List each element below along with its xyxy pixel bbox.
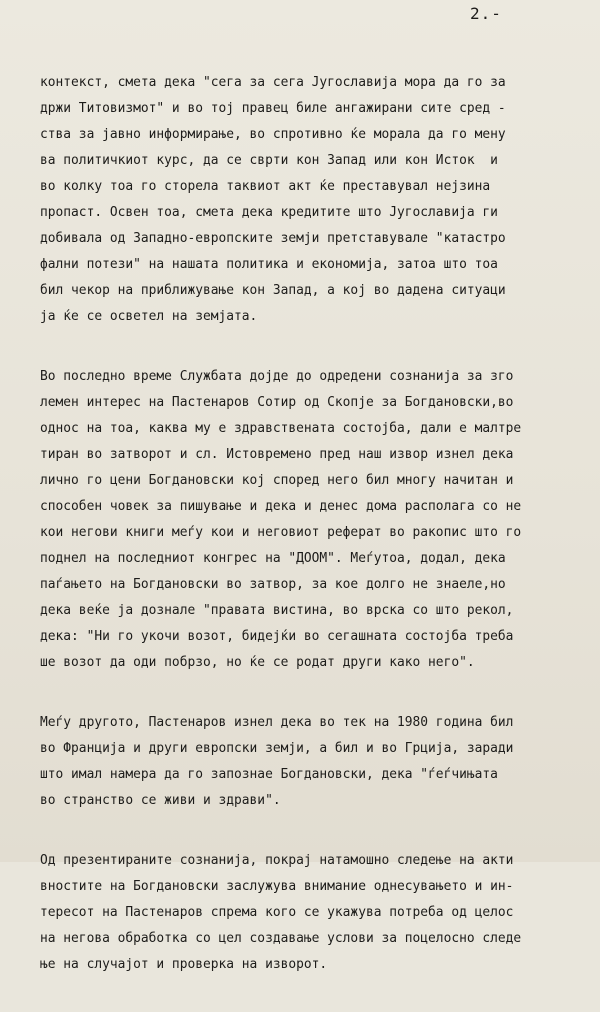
text-line: Од презентираните сознанија, покрај натамошно следење на акти (40, 853, 514, 868)
text-line: дека веќе ја дознале "правата вистина, во врска со што рекол, (40, 603, 514, 618)
text-line: паѓањето на Богдановски во затвор, за кое долго не знаеле,но (40, 577, 506, 592)
text-line: лично го цени Богдановски кој според него бил многу начитан и (40, 473, 514, 488)
paragraph-2 (40, 364, 588, 676)
text-line: во странство се живи и здрави". (40, 793, 281, 808)
paragraph-4 (40, 848, 588, 978)
paragraph-3 (40, 710, 588, 814)
text-line: способен човек за пишување и дека и денес дома располага со не (40, 499, 522, 514)
text-line: тиран во затворот и сл. Истовремено пред наш извор изнел дека (40, 447, 514, 462)
text-line: лемен интерес на Пастенаров Сотир од Скопје за Богдановски,во (40, 395, 514, 410)
page-number: 2.- (470, 4, 502, 23)
text-line: Меѓу другото, Пастенаров изнел дека во тек на 1980 година бил (40, 715, 514, 730)
text-line: ше возот да оди побрзо, но ќе се родат други како него". (40, 655, 475, 670)
text-line: тересот на Пастенаров спрема кого се укажува потреба од целос (40, 905, 514, 920)
text-line: поднел на последниот конгрес на "ДООМ". Меѓутоа, додал, дека (40, 551, 506, 566)
paragraph-1 (40, 70, 588, 330)
text-line: дека: "Ни го укочи возот, бидејќи во сегашната состојба треба (40, 629, 514, 644)
text-line: ње на случајот и проверка на изворот. (40, 957, 328, 972)
document-body (40, 70, 588, 1012)
text-line: фални потези" на нашата политика и економија, затоа што тоа (40, 257, 498, 272)
text-line: во Франција и други европски земји, а бил и во Грција, заради (40, 741, 514, 756)
text-line: Во последно време Службата дојде до одредени сознанија за зго (40, 369, 514, 384)
text-line: кои негови книги меѓу кои и неговиот реферат во ракопис што го (40, 525, 522, 540)
text-line: пропаст. Освен тоа, смета дека кредитите што Југославија ги (40, 205, 498, 220)
text-line: во колку тоа го сторела таквиот акт ќе преставувал нејзина (40, 179, 491, 194)
text-line: однос на тоа, каква му е здравствената состојба, дали е малтре (40, 421, 522, 436)
text-line: бил чекор на приближување кон Запад, а кој во дадена ситуаци (40, 283, 506, 298)
text-line: вностите на Богдановски заслужува внимание однесувањето и ин- (40, 879, 514, 894)
text-line: ја ќе се осветел на земјата. (40, 309, 258, 324)
text-line: контекст, смета дека "сега за сега Југославија мора да го за (40, 75, 506, 90)
text-line: на негова обработка со цел создавање услови за поцелосно следе (40, 931, 522, 946)
text-line: добивала од Западно-европските земји претставувале "катастро (40, 231, 506, 246)
text-line: ства за јавно информирање, во спротивно ќе морала да го мену (40, 127, 506, 142)
text-line: што имал намера да го запознае Богдановски, дека "ѓеѓчињата (40, 767, 498, 782)
text-line: држи Титовизмот" и во тој правец биле ангажирани сите сред - (40, 101, 506, 116)
text-line: ва политичкиот курс, да се сврти кон Запад или кон Исток и (40, 153, 498, 168)
